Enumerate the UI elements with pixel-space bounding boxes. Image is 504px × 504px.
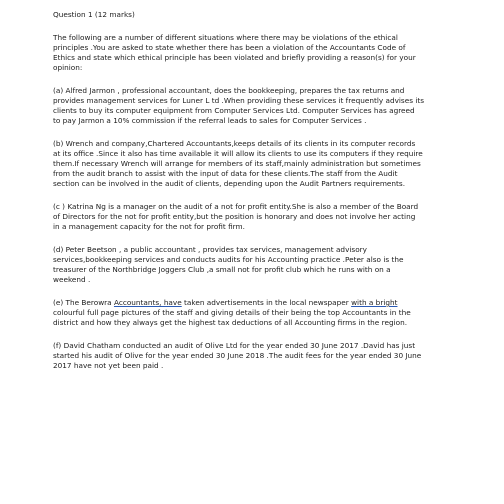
paragraph-line: at its office .Since it also has time available it will allow its clients to use its computers if they require (53, 149, 423, 158)
paragraph-line: clients to buy its computer equipment from Computer Services Ltd. Computer Services has agreed (53, 106, 415, 115)
paragraph-line: (f) David Chatham conducted an audit of Olive Ltd for the year ended 30 June 2017 .David has just (53, 341, 416, 350)
paragraph-c (53, 202, 453, 232)
intro-line: Ethics and state which ethical principle has been violated and briefly providing a reason(s) for your (53, 53, 416, 62)
paragraph-line: provides management services for Luner L td .When providing these services it frequently advises its (53, 96, 425, 105)
paragraph-line: (d) Peter Beetson , a public accountant , provides tax services, management advisory (53, 245, 367, 254)
intro-paragraph (53, 33, 453, 73)
intro-line: principles .You are asked to state whether there has been a violation of the Accountants Code of (53, 43, 406, 52)
paragraph-line: (c ) Katrina Ng is a manager on the audit of a not for profit entity.She is also a member of the Board (53, 202, 419, 211)
question-heading: Question 1 (12 marks) (53, 10, 135, 19)
paragraph-e (53, 298, 453, 328)
underlined-text: Accountants, have (113, 298, 182, 307)
paragraph-line: services,bookkeeping services and conducts audits for his Accounting practice .Peter also is the (53, 255, 404, 264)
paragraph-line: 2017 have not yet been paid . (53, 361, 164, 370)
paragraph-e-text: (e) The Berowra (53, 298, 114, 307)
paragraph-line: in a management capacity for the not for profit firm. (53, 222, 245, 231)
paragraph-line: weekend . (53, 275, 91, 284)
paragraph-line: to pay Jarmon a 10% commission if the referral leads to sales for Computer Services . (53, 116, 367, 125)
paragraph-line (53, 298, 453, 308)
paragraph-a (53, 86, 453, 126)
intro-line: opinion: (53, 63, 83, 72)
paragraph-e-text: taken advertisements in the local newspaper (181, 298, 352, 307)
paragraph-line: section can be involved in the audit of clients, depending upon the Audit Partners requirements. (53, 179, 406, 188)
paragraph-d (53, 245, 453, 285)
underlined-text: with a bright (351, 298, 398, 307)
intro-line: The following are a number of different situations where there may be violations of the ethical (53, 33, 398, 42)
paragraph-line: from the audit branch to assist with the input of data for these clients.The staff from the Audit (53, 169, 398, 178)
paragraph-line: them.If necessary Wrench will arrange for members of its staff,mainly administration but sometimes (53, 159, 421, 168)
paragraph-line: (a) Alfred Jarmon , professional accountant, does the bookkeeping, prepares the tax returns and (53, 86, 405, 95)
paragraph-line: started his audit of Olive for the year ended 30 June 2018 .The audit fees for the year ended 30 June (53, 351, 422, 360)
paragraph-line: (b) Wrench and company,Chartered Accountants,keeps details of its clients in its computer records (53, 139, 416, 148)
paragraph-f (53, 341, 453, 371)
paragraph-line: district and how they always get the highest tax deductions of all Accounting firms in the region. (53, 318, 408, 327)
paragraph-line: colourful full page pictures of the staff and giving details of their being the top Accountants in the (53, 308, 411, 317)
paragraph-b (53, 139, 453, 189)
paragraph-line: of Directors for the not for profit entity,but the position is honorary and does not involve her acting (53, 212, 416, 221)
paragraph-line: treasurer of the Northbridge Joggers Club ,a small not for profit club which he runs with on a (53, 265, 391, 274)
question-document (53, 10, 453, 384)
